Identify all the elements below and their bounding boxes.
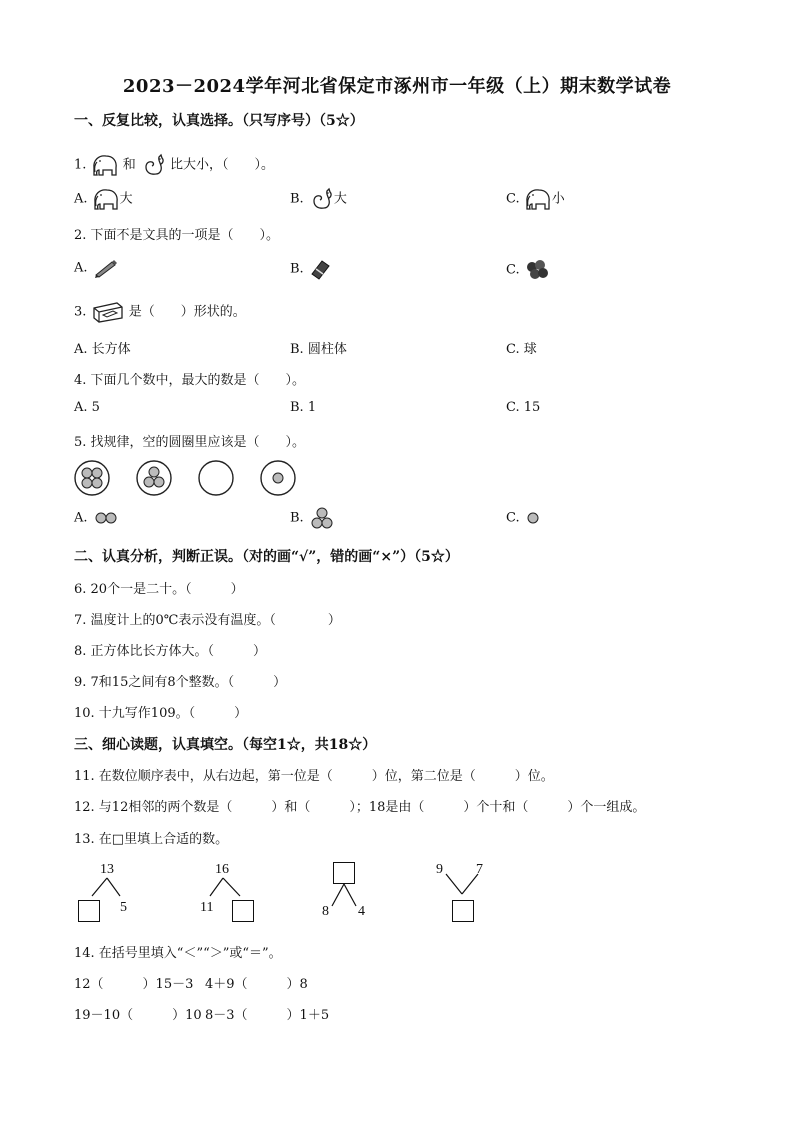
question-5: 5. 找规律，空的圆圈里应该是（ ）。 [74, 435, 306, 450]
compare-4: 8－3（ ）1＋5 [205, 1008, 330, 1023]
option-label: B. [290, 342, 304, 357]
option-label: C. [506, 191, 520, 207]
elephant-icon [92, 186, 120, 212]
option-label: B. [290, 191, 304, 207]
option-label: A. [74, 260, 88, 276]
elephant-icon [91, 152, 119, 178]
question-1-and: 和 [122, 157, 136, 173]
question-14: 14. 在括号里填入“＜”“＞”或“＝”。 [74, 946, 282, 961]
two-dots-icon [92, 510, 120, 526]
question-3-text: 是（ ）形状的。 [128, 304, 246, 320]
compare-2: 4＋9（ ）8 [205, 977, 308, 992]
squirrel-icon [140, 152, 166, 178]
three-dots-icon [308, 506, 336, 530]
option-label: B. [290, 400, 304, 415]
question-1-text: 比大小，（ ）。 [169, 157, 274, 173]
option-text: 球 [523, 342, 537, 357]
page-title: 2023－2024学年河北省保定市涿州市一年级（上）期末数学试卷 [122, 76, 672, 97]
squirrel-icon [308, 186, 334, 212]
question-3-number: 3. [74, 304, 87, 320]
option-label: A. [74, 510, 88, 526]
option-text: 15 [523, 400, 541, 415]
option-2a [74, 258, 120, 278]
question-1-number: 1. [74, 157, 87, 173]
fruit-cluster-icon [524, 258, 550, 282]
one-dot-icon [524, 510, 542, 526]
tree-lines [70, 860, 510, 930]
option-text: 小 [551, 191, 565, 207]
option-label: C. [506, 342, 520, 357]
pattern-circle-empty [199, 461, 233, 495]
tree-4-right: 7 [476, 862, 483, 877]
option-3c [506, 338, 537, 357]
circle-pattern [70, 456, 310, 500]
option-1b [290, 186, 347, 212]
option-label: A. [74, 400, 88, 415]
option-label: C. [506, 510, 520, 526]
tree-3-left: 8 [322, 904, 329, 919]
box-icon [91, 300, 125, 324]
tree-2-top: 16 [215, 862, 229, 877]
option-text: 圆柱体 [307, 342, 347, 357]
tree-4-left: 9 [436, 862, 443, 877]
option-3a [74, 338, 131, 357]
question-11: 11. 在数位顺序表中，从右边起，第一位是（ ）位，第二位是（ ）位。 [74, 769, 554, 784]
option-2c [506, 258, 550, 282]
option-label: A. [74, 342, 88, 357]
option-label: B. [290, 510, 304, 526]
question-4: 4. 下面几个数中，最大的数是（ ）。 [74, 373, 306, 388]
option-text: 大 [119, 191, 133, 207]
option-5b [290, 506, 336, 530]
tree-3-right: 4 [358, 904, 365, 919]
option-text: 1 [307, 400, 317, 415]
question-10: 10. 十九写作109。（ ） [74, 706, 248, 721]
compare-1: 12（ ）15－3 [74, 977, 194, 992]
question-1 [74, 152, 274, 178]
option-2b [290, 258, 332, 280]
option-text: 5 [91, 400, 100, 415]
option-1c [506, 186, 565, 212]
pattern-circle-2 [137, 461, 171, 495]
question-12: 12. 与12相邻的两个数是（ ）和（ ）；18是由（ ）个十和（ ）个一组成。 [74, 800, 646, 815]
pencil-icon [92, 258, 120, 278]
option-4a [74, 400, 100, 415]
option-text: 大 [333, 191, 347, 207]
question-6: 6. 20个一是二十。（ ） [74, 582, 244, 597]
question-9: 9. 7和15之间有8个整数。（ ） [74, 675, 287, 690]
option-1a [74, 186, 133, 212]
answer-box[interactable] [78, 900, 100, 922]
option-4b [290, 400, 316, 415]
option-label: B. [290, 261, 304, 277]
answer-box[interactable] [232, 900, 254, 922]
section-3-heading: 三、细心读题，认真填空。（每空1☆，共18☆） [74, 737, 377, 753]
section-1-heading: 一、反复比较，认真选择。（只写序号）（5☆） [74, 113, 364, 129]
option-label: C. [506, 400, 520, 415]
tree-1-right: 5 [120, 900, 127, 915]
pattern-circle-1 [75, 461, 109, 495]
pattern-circle-4 [261, 461, 295, 495]
option-5a [74, 510, 120, 526]
option-label: A. [74, 191, 88, 207]
question-7: 7. 温度计上的0℃表示没有温度。（ ） [74, 613, 341, 628]
option-3b [290, 338, 347, 357]
compare-3: 19－10（ ）10 [74, 1008, 202, 1023]
number-trees [70, 860, 510, 930]
section-2-heading: 二、认真分析，判断正误。（对的画“√”，错的画“×”）（5☆） [74, 549, 459, 565]
question-3 [74, 300, 246, 324]
elephant-icon [524, 186, 552, 212]
question-2: 2. 下面不是文具的一项是（ ）。 [74, 228, 280, 243]
tree-1-top: 13 [100, 862, 114, 877]
option-4c [506, 400, 540, 415]
question-13: 13. 在□里填上合适的数。 [74, 832, 229, 847]
option-5c [506, 510, 542, 526]
answer-box[interactable] [333, 862, 355, 884]
option-text: 长方体 [91, 342, 131, 357]
tree-2-left: 11 [200, 900, 214, 915]
answer-box[interactable] [452, 900, 474, 922]
eraser-icon [308, 258, 332, 280]
question-8: 8. 正方体比长方体大。（ ） [74, 644, 267, 659]
option-label: C. [506, 262, 520, 278]
